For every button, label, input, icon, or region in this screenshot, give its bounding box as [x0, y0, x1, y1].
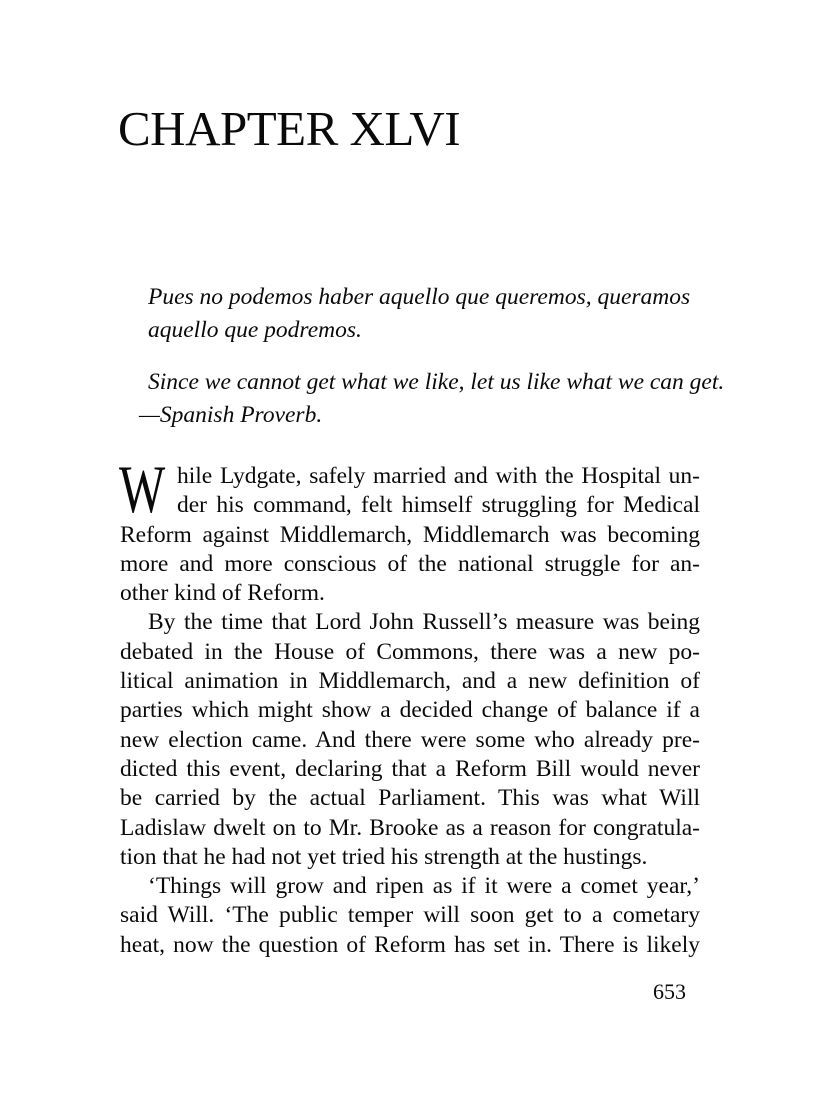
chapter-title: CHAPTER XLVI: [118, 101, 461, 156]
drop-cap: W: [119, 451, 166, 527]
body-line: Ladislaw dwelt on to Mr. Brooke as a reason for congratula-: [120, 814, 700, 841]
body-line: By the time that Lord John Russell’s measure was being: [148, 609, 700, 636]
body-text: [119, 451, 700, 960]
epigraph: [139, 281, 725, 432]
body-line: new election came. And there were some who already pre-: [120, 726, 700, 753]
epigraph-attribution: —Spanish Proverb.: [139, 402, 323, 428]
body-line: other kind of Reform.: [120, 580, 325, 607]
body-line: more and more conscious of the national struggle for an-: [120, 550, 700, 577]
paragraph-3: [120, 872, 700, 960]
epigraph-line: Pues no podemos haber aquello que queremos, queramos: [148, 284, 691, 310]
epigraph-line: aquello que podremos.: [148, 317, 362, 343]
body-line: parties which might show a decided change of balance if a: [120, 697, 700, 724]
body-line: ‘Things will grow and ripen as if it were a comet year,’: [148, 873, 700, 900]
body-line: litical animation in Middlemarch, and a new definition of: [120, 668, 700, 695]
body-line: be carried by the actual Parliament. This was what Will: [120, 785, 700, 812]
body-line: hile Lydgate, safely married and with the Hospital un-: [177, 463, 700, 489]
body-line: der his command, felt himself struggling for Medical: [177, 492, 700, 519]
body-line: debated in the House of Commons, there was a new po-: [120, 638, 700, 665]
epigraph-line: Since we cannot get what we like, let us like what we can get.: [148, 369, 725, 395]
body-line: said Will. ‘The public temper will soon get to a cometary: [120, 902, 700, 929]
paragraph-1: [119, 451, 700, 608]
body-line: dicted this event, declaring that a Reform Bill would never: [120, 755, 700, 782]
paragraph-2: [120, 608, 700, 872]
body-line: Reform against Middlemarch, Middlemarch was becoming: [120, 521, 700, 548]
body-line: tion that he had not yet tried his strength at the hustings.: [120, 843, 648, 870]
epigraph-translation: [139, 366, 725, 432]
epigraph-spanish: [148, 281, 708, 347]
body-line: heat, now the question of Reform has set in. There is likely: [120, 931, 700, 958]
page-number: 653: [653, 979, 686, 1004]
